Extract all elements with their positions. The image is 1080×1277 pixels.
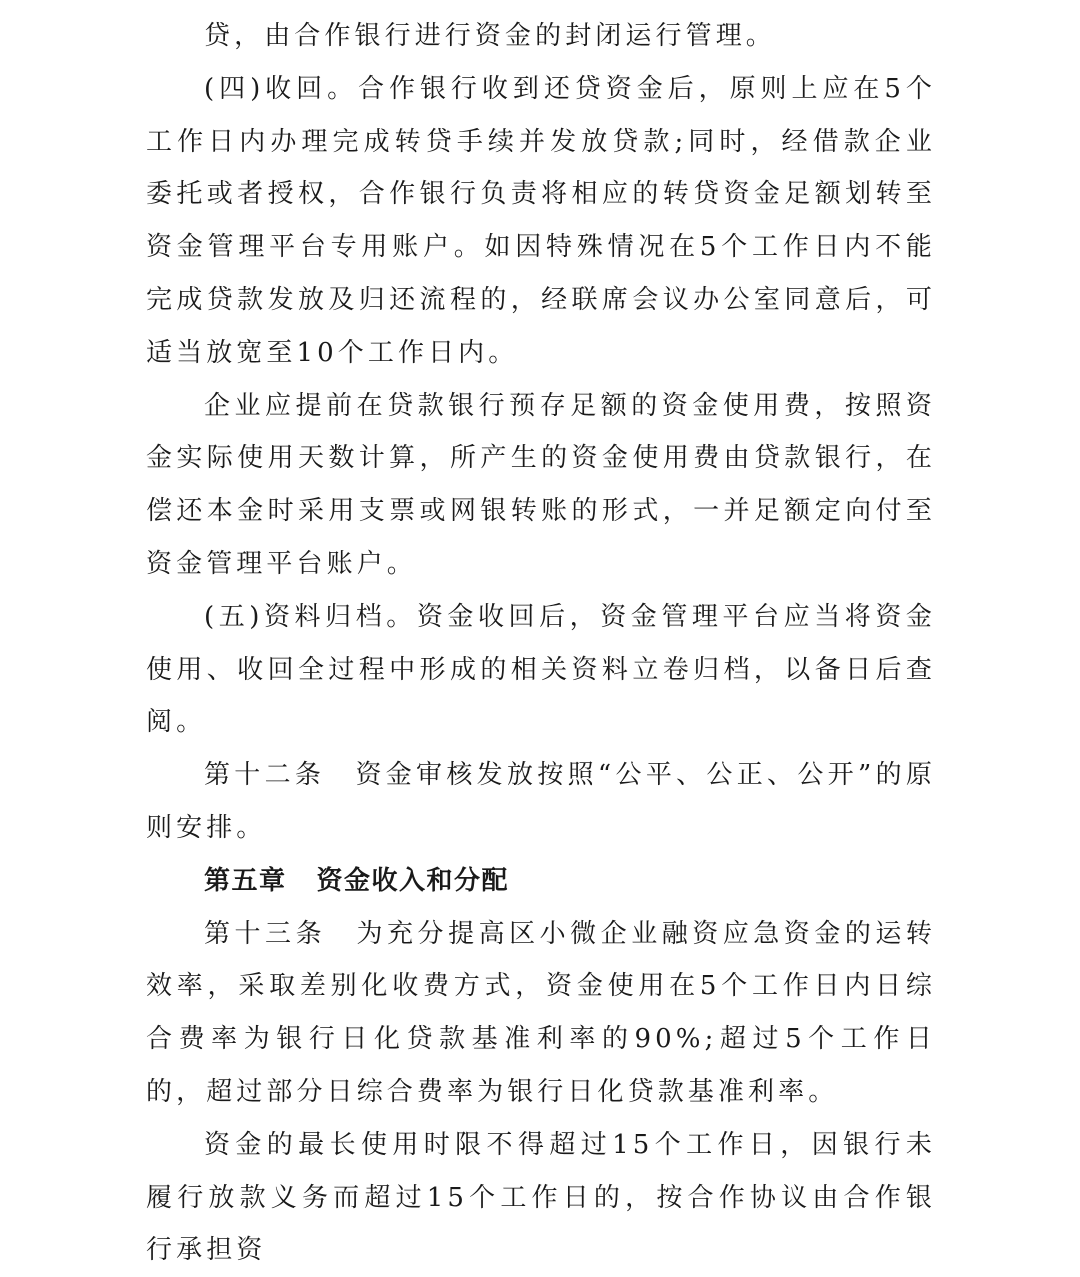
chapter-5-title: 资金收入和分配 [316, 865, 510, 896]
paragraph-closed-management: 贷，由合作银行进行资金的封闭运行管理。 [204, 21, 776, 51]
article-13-label: 第十三条 [204, 918, 327, 949]
article-12 [146, 749, 936, 855]
paragraph-recovery: (四)收回。合作银行收到还贷资金后，原则上应在5个工作日内办理完成转贷手续并发放贷款;同时，经借款企业委托或者授权，合作银行负责将相应的转贷资金足额划转至资金管理平台专用账户。如因特殊情况在5个工作日内不能完成贷款发放及归还流程的，经联席会议办公室同意后，可适当放宽至10个工作日内。 [146, 73, 936, 368]
paragraph-max-usage-period: 资金的最长使用时限不得超过15个工作日，因银行未履行放款义务而超过15个工作日的，按合作协议由合作银行承担资 [146, 1129, 936, 1266]
paragraph-archiving: (五)资料归档。资金收回后，资金管理平台应当将资金使用、收回全过程中形成的相关资料立卷归档，以备日后查阅。 [146, 601, 936, 738]
paragraph-usage-fee: 企业应提前在贷款银行预存足额的资金使用费，按照资金实际使用天数计算，所产生的资金使用费由贷款银行，在偿还本金时采用支票或网银转账的形式，一并足额定向付至资金管理平台账户。 [146, 390, 936, 579]
chapter-5-heading [146, 855, 936, 908]
article-13 [146, 908, 936, 1119]
article-13-text: 为充分提高区小微企业融资应急资金的运转效率，采取差别化收费方式，资金使用在5个工作日内日综合费率为银行日化贷款基准利率的90%;超过5个工作日的，超过部分日综合费率为银行日化贷款基准利率。 [146, 918, 936, 1107]
chapter-5-label: 第五章 [204, 865, 287, 896]
document-page [146, 10, 936, 1277]
article-12-label: 第十二条 [204, 760, 326, 791]
article-12-text: 资金审核发放按照“公平、公正、公开”的原则安排。 [146, 760, 936, 843]
